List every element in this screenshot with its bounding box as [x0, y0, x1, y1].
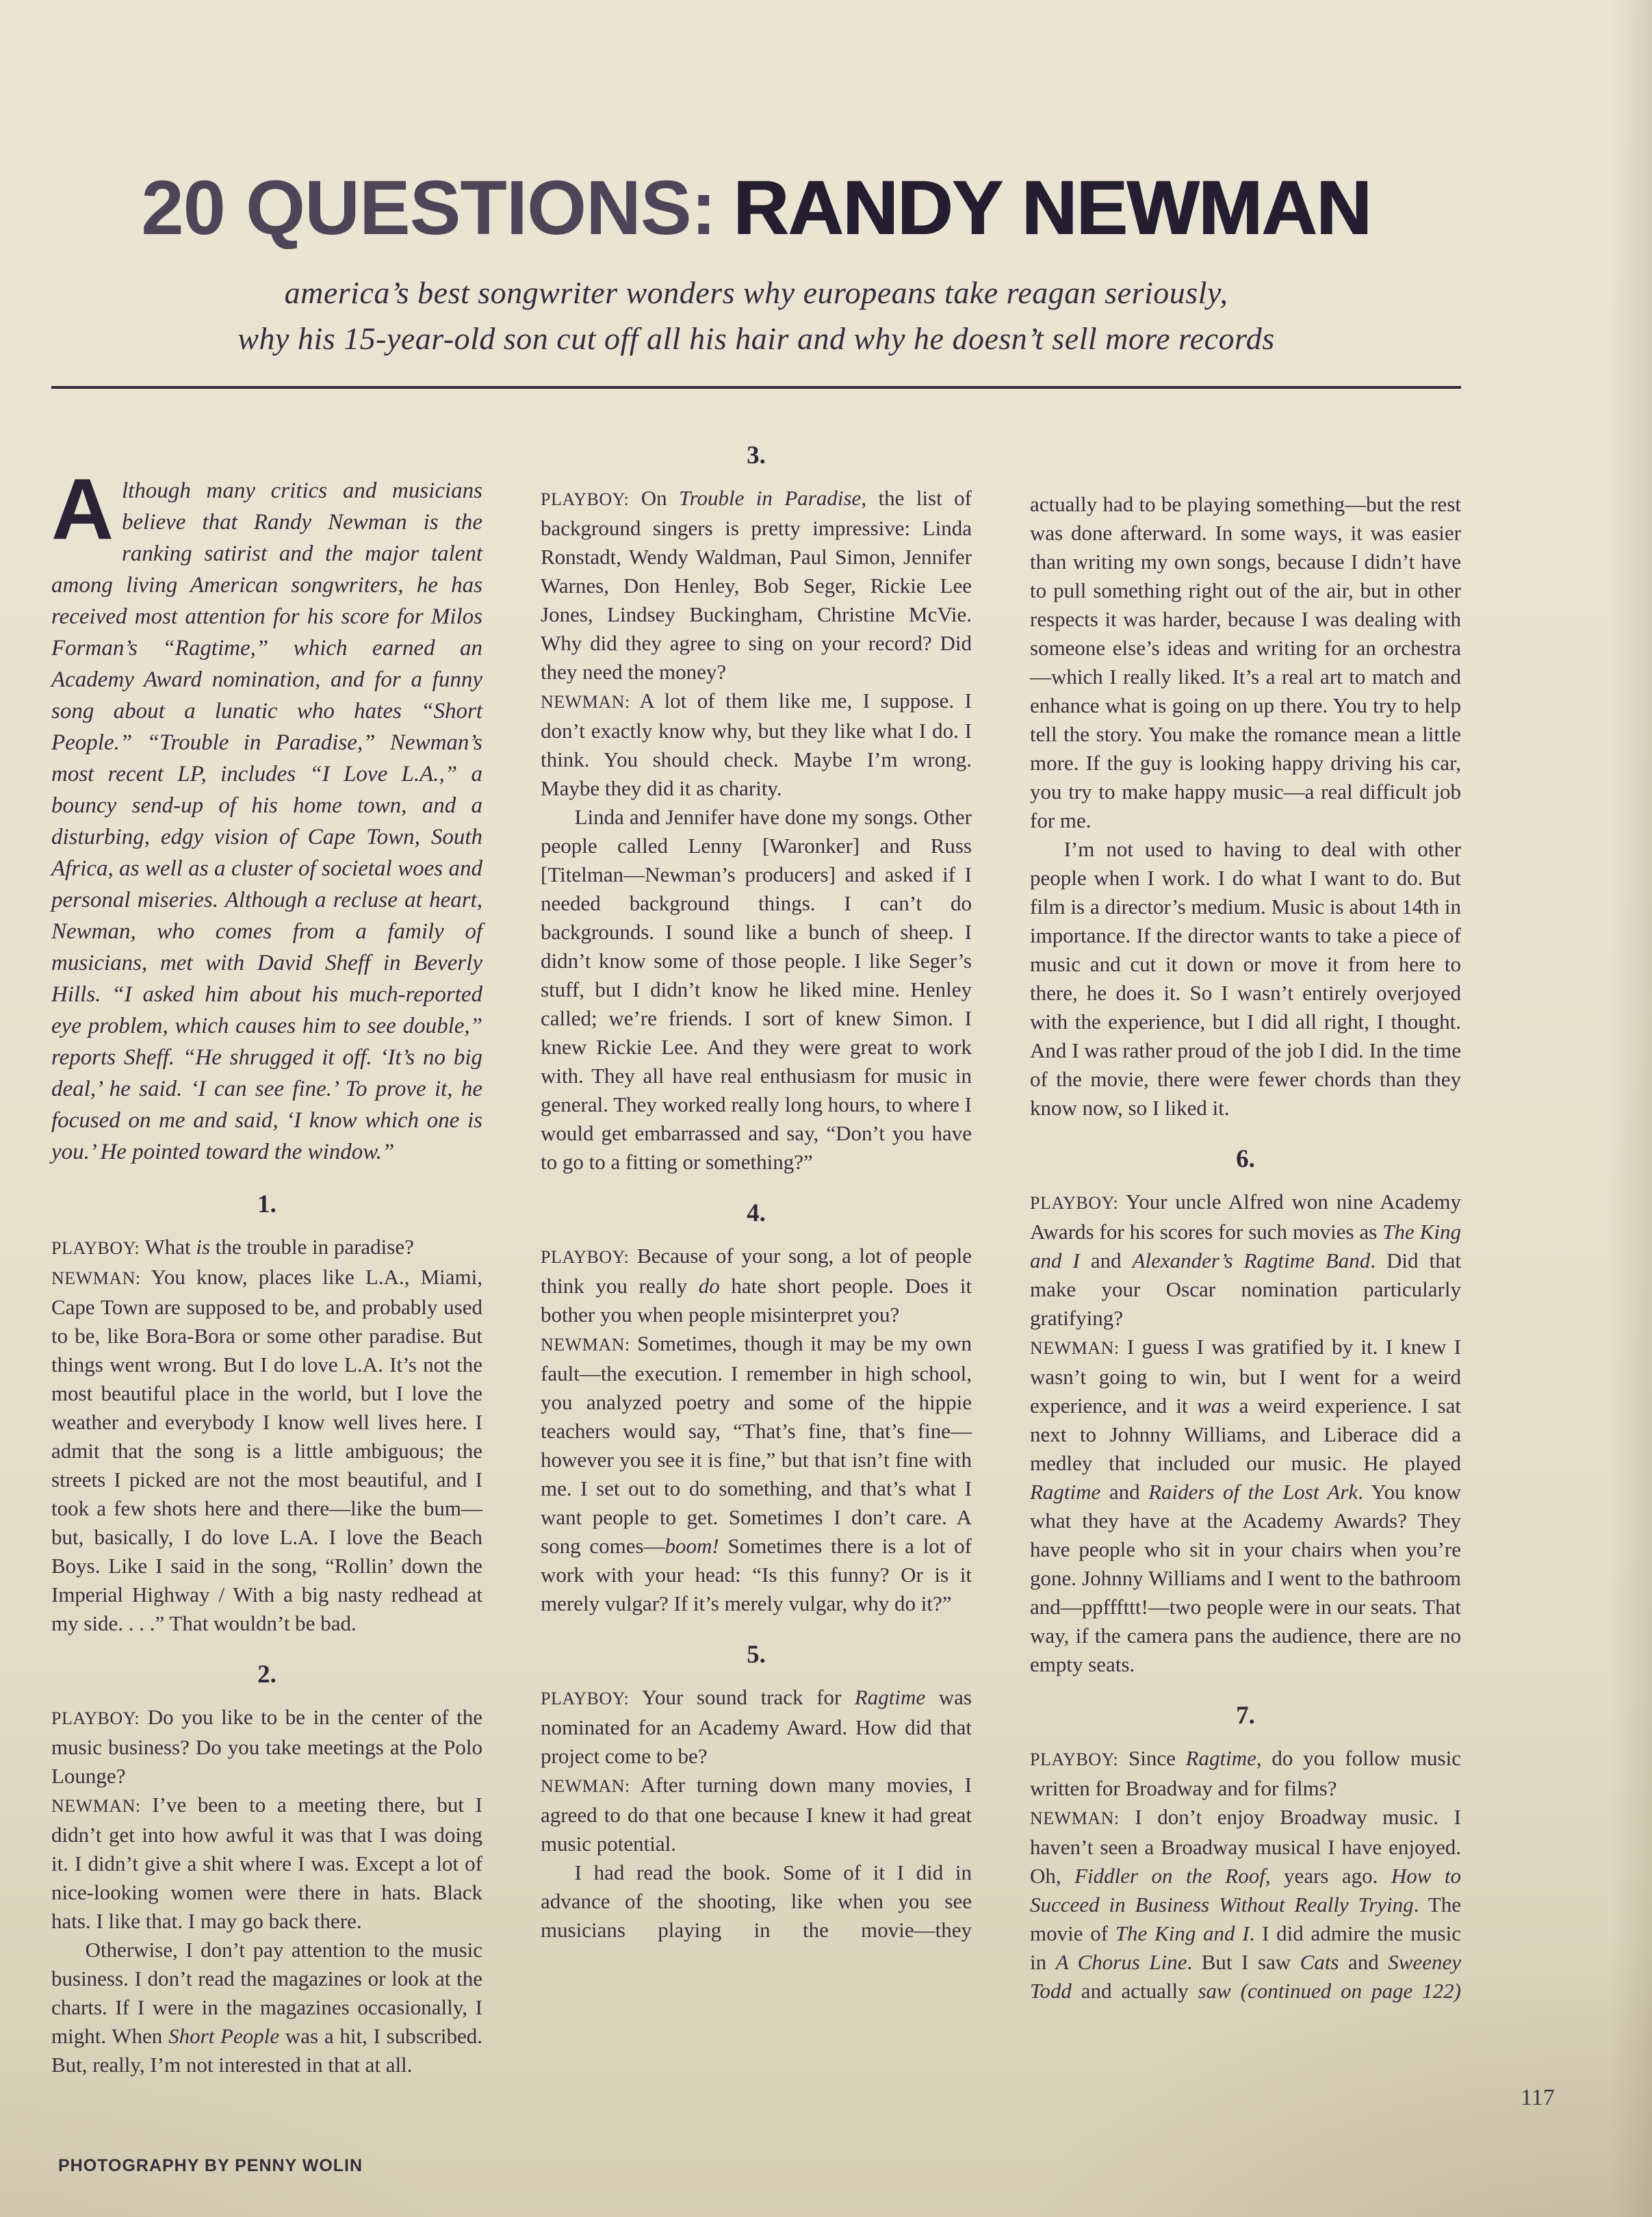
- intro-paragraph: [51, 461, 482, 1168]
- question-number-2: 2.: [257, 1661, 276, 1689]
- question-2-text: Do you like to be in the center of the music business? Do you take meetings at the Polo Lounge?: [51, 1705, 483, 1788]
- question-4-text: Because of your song, a lot of people think you really do hate short people. Does it bother you when people misinterpret you?: [541, 1244, 972, 1327]
- answer-1-text: You know, places like L.A., Miami, Cape Town are supposed to be, and probably used to be, like Bora-Bora or some other paradise. But things went wrong. But I do love L.A. It’s not the most beautiful place in the world, but I love the weather and everybody I know well lives here. I admit that the song is a little ambiguous; the streets I picked are not the most beautiful, and I took a few shots here and there—like the bum—but, basically, I do love L.A. I love the Beach Boys. Like I said in the song, “Rollin’ down the Imperial Highway / With a big nasty redhead at my side. . . .” That wouldn’t be bad.: [51, 1265, 482, 1635]
- question-1-text: What is the trouble in paradise?: [144, 1235, 414, 1259]
- speaker-label: PLAYBOY:: [1030, 1193, 1119, 1213]
- header-divider-rule: [51, 386, 1461, 389]
- speaker-label: NEWMAN:: [541, 1335, 630, 1355]
- answer-3: [541, 687, 972, 803]
- answer-1: [51, 1263, 482, 1638]
- question-3: [541, 484, 972, 687]
- answer-7: [1030, 1803, 1461, 2005]
- speaker-label: NEWMAN:: [1030, 1808, 1120, 1828]
- intro-dropcap: A: [51, 461, 114, 557]
- answer-5-continued-text: I had read the book. Some of it I did in advance of the shooting, like when you see musicians playing in the movie—they: [541, 1860, 972, 1942]
- question-1: [51, 1233, 482, 1263]
- answer-2: [51, 1791, 482, 1936]
- answer-2-text: I’ve been to a meeting there, but I didn’t get into how awful it was that I was doing it. I didn’t give a shit where I was. Except a lot of nice-looking women were there in hats. Black hats. I like that. I may go back there.: [51, 1793, 482, 1933]
- question-7: [1030, 1744, 1461, 1803]
- answer-3-continued-text: Linda and Jennifer have done my songs. Other people called Lenny [Waronker] and Russ [Titelman—Newman’s producers] and asked if I needed background things. I can’t do backgrounds. I sound like a bunch of sheep. I didn’t know some of those people. I like Seger’s stuff, but I didn’t know he liked mine. Henley called; we’re friends. I sort of knew Simon. I knew Rickie Lee. And they were great to work with. They all have real enthusiasm for music in general. They worked really long hours, to where I would get embarrassed and say, “Don’t you have to go to a fitting or something?”: [541, 805, 972, 1174]
- question-number-6: 6.: [1236, 1145, 1255, 1173]
- page-number: 117: [1521, 2085, 1555, 2110]
- question-number-4: 4.: [747, 1199, 766, 1227]
- speaker-label: PLAYBOY:: [541, 1247, 630, 1267]
- question-number-5: 5.: [747, 1641, 766, 1669]
- speaker-label: NEWMAN:: [51, 1268, 141, 1288]
- article-title-text: RANDY NEWMAN: [733, 165, 1371, 251]
- article-kicker: 20 QUESTIONS:: [141, 165, 716, 251]
- speaker-label: NEWMAN:: [541, 1776, 630, 1796]
- speaker-label: NEWMAN:: [51, 1796, 141, 1816]
- question-6: [1030, 1188, 1461, 1333]
- answer-5-continued: [541, 1858, 972, 1945]
- speaker-label: NEWMAN:: [541, 692, 630, 712]
- column-1: [51, 419, 482, 2079]
- column-3: [1030, 419, 1461, 2079]
- speaker-label: PLAYBOY:: [51, 1238, 140, 1258]
- subtitle-line-2: why his 15-year-old son cut off all his hair and why he doesn’t sell more records: [237, 321, 1275, 356]
- answer-6: [1030, 1333, 1461, 1679]
- article-title: [51, 165, 1461, 251]
- question-7-text: Since Ragtime, do you follow music written for Broadway and for films?: [1030, 1746, 1461, 1800]
- question-2: [51, 1703, 482, 1791]
- question-4: [541, 1242, 972, 1329]
- intro-text: lthough many critics and musicians believe that Randy Newman is the ranking satirist and the major talent among living American songwriters, he has received most attention for his score for Milos Forman’s “Ragtime,” which earned an Academy Award nomination, and for a funny song about a lunatic who hates “Short People.” “Trouble in Paradise,” Newman’s most recent LP, includes “I Love L.A.,” a bouncy send-up of his home town, and a disturbing, edgy vision of Cape Town, South Africa, as well as a cluster of societal woes and personal miseries. Although a recluse at heart, Newman, who comes from a family of musicians, met with David Sheff in Beverly Hills. “I asked him about his much-reported eye problem, which causes him to see double,” reports Sheff. “He shrugged it off. ‘It’s no big deal,’ he said. ‘I can see fine.’ To prove it, he focused on me and said, ‘I know which one is you.’ He pointed toward the window.”: [51, 478, 482, 1164]
- answer-6-text: I guess I was gratified by it. I knew I wasn’t going to win, but I went for a weird experience, and it was a weird experience. I sat next to Johnny Williams, and Liberace did a medley that included our music. He played Ragtime and Raiders of the Lost Ark. You know what they have at the Academy Awards? They have people who sit in your chairs when you’re gone. Johnny Williams and I went to the bathroom and—ppfffttt!—two people were in our seats. That way, if the camera pans the audience, there are no empty seats.: [1030, 1335, 1461, 1676]
- speaker-label: PLAYBOY:: [51, 1708, 140, 1728]
- question-number-3: 3.: [747, 441, 766, 470]
- question-6-text: Your uncle Alfred won nine Academy Awards for his scores for such movies as The King and I and Alexander’s Ragtime Band. Did that make your Oscar nomination particularly gratifying?: [1030, 1190, 1462, 1330]
- answer-3-text: A lot of them like me, I suppose. I don’t exactly know why, but they like what I do. I think. You should check. Maybe I’m wrong. Maybe they did it as charity.: [541, 689, 972, 800]
- article-header: [51, 0, 1461, 389]
- question-5-text: Your sound track for Ragtime was nominated for an Academy Award. How did that project come to be?: [541, 1685, 972, 1768]
- question-5: [541, 1683, 972, 1771]
- speaker-label: NEWMAN:: [1030, 1338, 1120, 1358]
- answer-5: [541, 1771, 972, 1858]
- column-2: [541, 419, 972, 2079]
- question-3-text: On Trouble in Paradise, the list of background singers is pretty impressive: Linda Ronstadt, Wendy Waldman, Paul Simon, Jennifer Warnes, Don Henley, Bob Seger, Rickie Lee Jones, Lindsey Buckingham, Christine McVie. Why did they agree to sing on your record? Did they need the money?: [541, 486, 972, 684]
- answer-5-continued-3: [1030, 835, 1461, 1123]
- answer-4: [541, 1329, 972, 1618]
- answer-5-text: After turning down many movies, I agreed to do that one because I knew it had great music potential.: [541, 1773, 972, 1856]
- answer-5-continued-2-text: actually had to be playing something—but the rest was done afterward. In some ways, it was easier than writing my own songs, because I didn’t have to pull something right out of the air, but in other respects it was harder, because I was dealing with someone else’s ideas and writing for an orchestra—which I really liked. It’s a real art to match and enhance what is going on up there. You try to help tell the story. You make the romance mean a little more. If the guy is looking happy driving his car, you try to make happy music—a real difficult job for me.: [1030, 492, 1461, 832]
- subtitle-line-1: america’s best songwriter wonders why europeans take reagan seriously,: [284, 275, 1228, 310]
- answer-3-continued: [541, 803, 972, 1177]
- answer-4-text: Sometimes, though it may be my own fault—the execution. I remember in high school, you analyzed poetry and some of the hippie teachers would say, “That’s fine, that’s fine—however you see it is fine,” but that isn’t fine with me. I set out to do something, and that’s what I want people to get. Sometimes I don’t care. A song comes—boom! Sometimes there is a lot of work with your head: “Is this funny? Or is it merely vulgar? If it’s merely vulgar, why do it?”: [541, 1331, 972, 1615]
- answer-5-continued-2: [1030, 490, 1461, 835]
- speaker-label: PLAYBOY:: [541, 1689, 630, 1708]
- article-columns: [51, 419, 1461, 2079]
- answer-2-continued: [51, 1936, 482, 2079]
- speaker-label: PLAYBOY:: [541, 489, 630, 509]
- speaker-label: PLAYBOY:: [1030, 1750, 1119, 1769]
- answer-7-text: I don’t enjoy Broadway music. I haven’t seen a Broadway musical I have enjoyed. Oh, Fiddler on the Roof, years ago. How to Succeed in Business Without Really Trying. The movie of The King and I. I did admire the music in A Chorus Line. But I saw Cats and Sweeney Todd and actually saw (continued on page 122): [1030, 1805, 1462, 2003]
- article-subtitle: [51, 270, 1461, 361]
- answer-2-continued-text: Otherwise, I don’t pay attention to the music business. I don’t read the magazines or look at the charts. If I were in the magazines occasionally, I might. When Short People was a hit, I subscribed. But, really, I’m not interested in that at all.: [51, 1938, 483, 2077]
- question-number-7: 7.: [1236, 1702, 1255, 1730]
- answer-5-continued-3-text: I’m not used to having to deal with other people when I work. I do what I want to do. But film is a director’s medium. Music is about 14th in importance. If the director wants to take a piece of music and cut it down or move it from here to there, he does it. So I wasn’t entirely overjoyed with the experience, but I did all right, I thought. And I was rather proud of the job I did. In the time of the movie, there were fewer chords than they know now, so I liked it.: [1030, 837, 1461, 1120]
- photography-credit: PHOTOGRAPHY BY PENNY WOLIN: [58, 2156, 363, 2175]
- question-number-1: 1.: [257, 1190, 276, 1218]
